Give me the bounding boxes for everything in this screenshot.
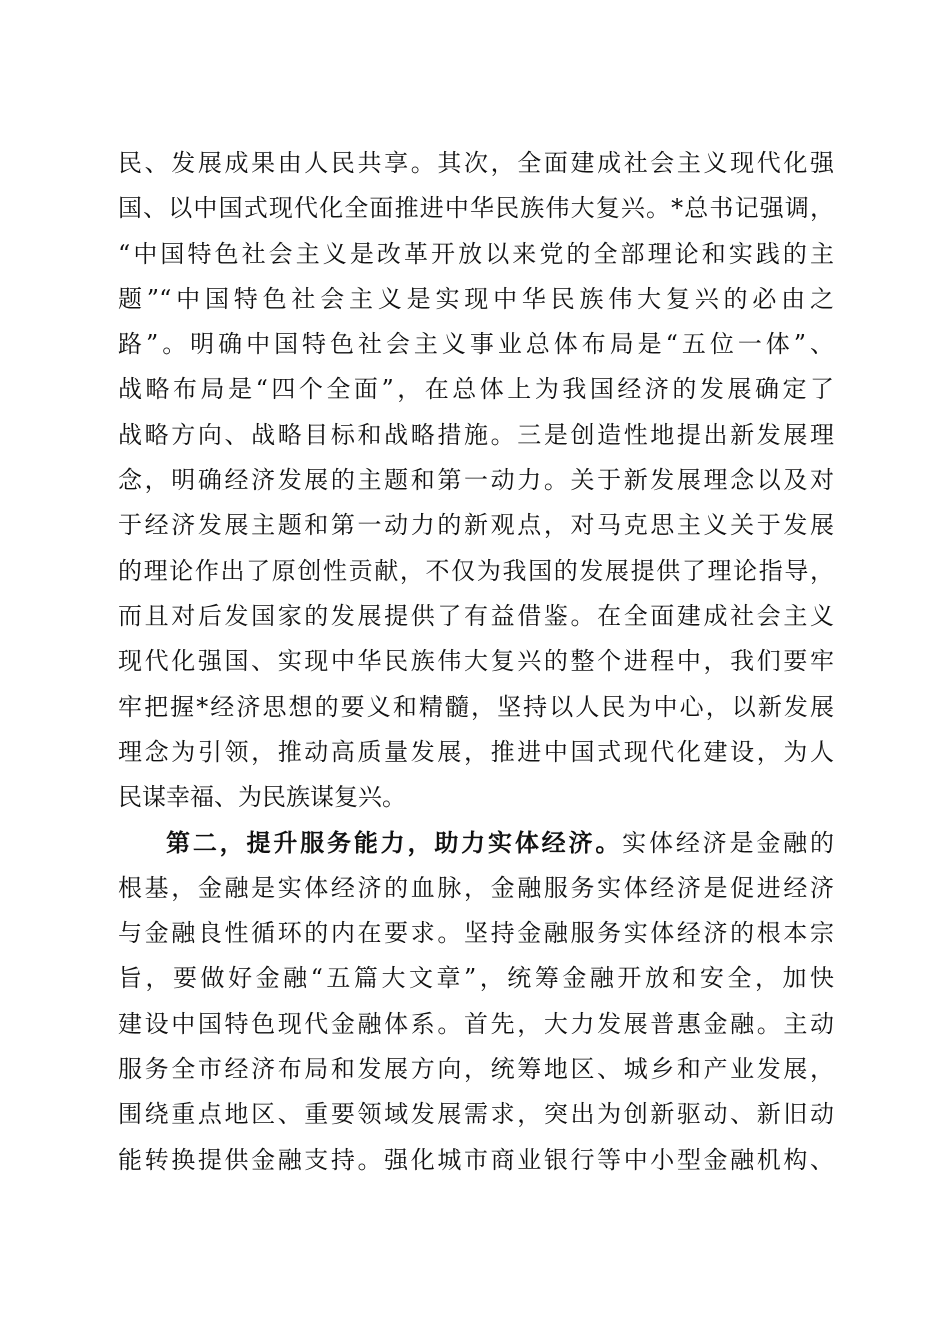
text-line: 理念为引领，推动高质量发展，推进中国式现代化建设，为人 [118,737,834,766]
text-line: 而且对后发国家的发展提供了有益借鉴。在全面建成社会主义 [118,601,834,630]
text-line: 民、发展成果由人民共享。其次，全面建成社会主义现代化强 [118,149,834,177]
text-line: 战略方向、战略目标和战略措施。三是创造性地提出新发展理 [118,420,834,449]
section-heading: 第二，提升服务能力，助力实体经济。 [166,828,623,858]
text-line: 题”“中国特色社会主义是实现中华民族伟大复兴的必由之 [118,284,834,313]
text-line: 战略布局是“四个全面”，在总体上为我国经济的发展确定了 [118,375,834,404]
paragraph-2 [118,820,834,1182]
text-line: 现代化强国、实现中华民族伟大复兴的整个进程中，我们要牢 [118,647,834,676]
text-span: 实体经济是金融的 [622,829,834,858]
text-line: 建设中国特色现代金融体系。首先，大力发展普惠金融。主动 [118,1009,834,1038]
text-line: 围绕重点地区、重要领域发展需求，突出为创新驱动、新旧动 [118,1100,834,1129]
text-line: 国、以中国式现代化全面推进中华民族伟大复兴。*总书记强调， [118,194,834,223]
text-line: 服务全市经济布局和发展方向，统筹地区、城乡和产业发展， [118,1054,834,1083]
text-line: 与金融良性循环的内在要求。坚持金融服务实体经济的根本宗 [118,919,834,948]
text-line: 能转换提供金融支持。强化城市商业银行等中小型金融机构、 [118,1145,834,1174]
text-line: 牢把握*经济思想的要义和精髓，坚持以人民为中心，以新发展 [118,692,834,721]
text-line: 于经济发展主题和第一动力的新观点，对马克思主义关于发展 [118,511,834,540]
text-line: 民谋幸福、为民族谋复兴。 [118,783,406,812]
text-line: 根基，金融是实体经济的血脉，金融服务实体经济是促进经济 [118,873,834,902]
paragraph-1 [118,141,834,820]
text-line: “中国特色社会主义是改革开放以来党的全部理论和实践的主 [118,239,834,268]
document-page [118,141,834,1183]
text-line: 的理论作出了原创性贡献，不仅为我国的发展提供了理论指导， [118,556,834,585]
text-line: 路”。明确中国特色社会主义事业总体布局是“五位一体”、 [118,330,834,359]
paragraph-2-first-line [118,820,834,865]
text-line: 念，明确经济发展的主题和第一动力。关于新发展理念以及对 [118,466,834,495]
text-line: 旨，要做好金融“五篇大文章”，统筹金融开放和安全，加快 [118,964,834,993]
